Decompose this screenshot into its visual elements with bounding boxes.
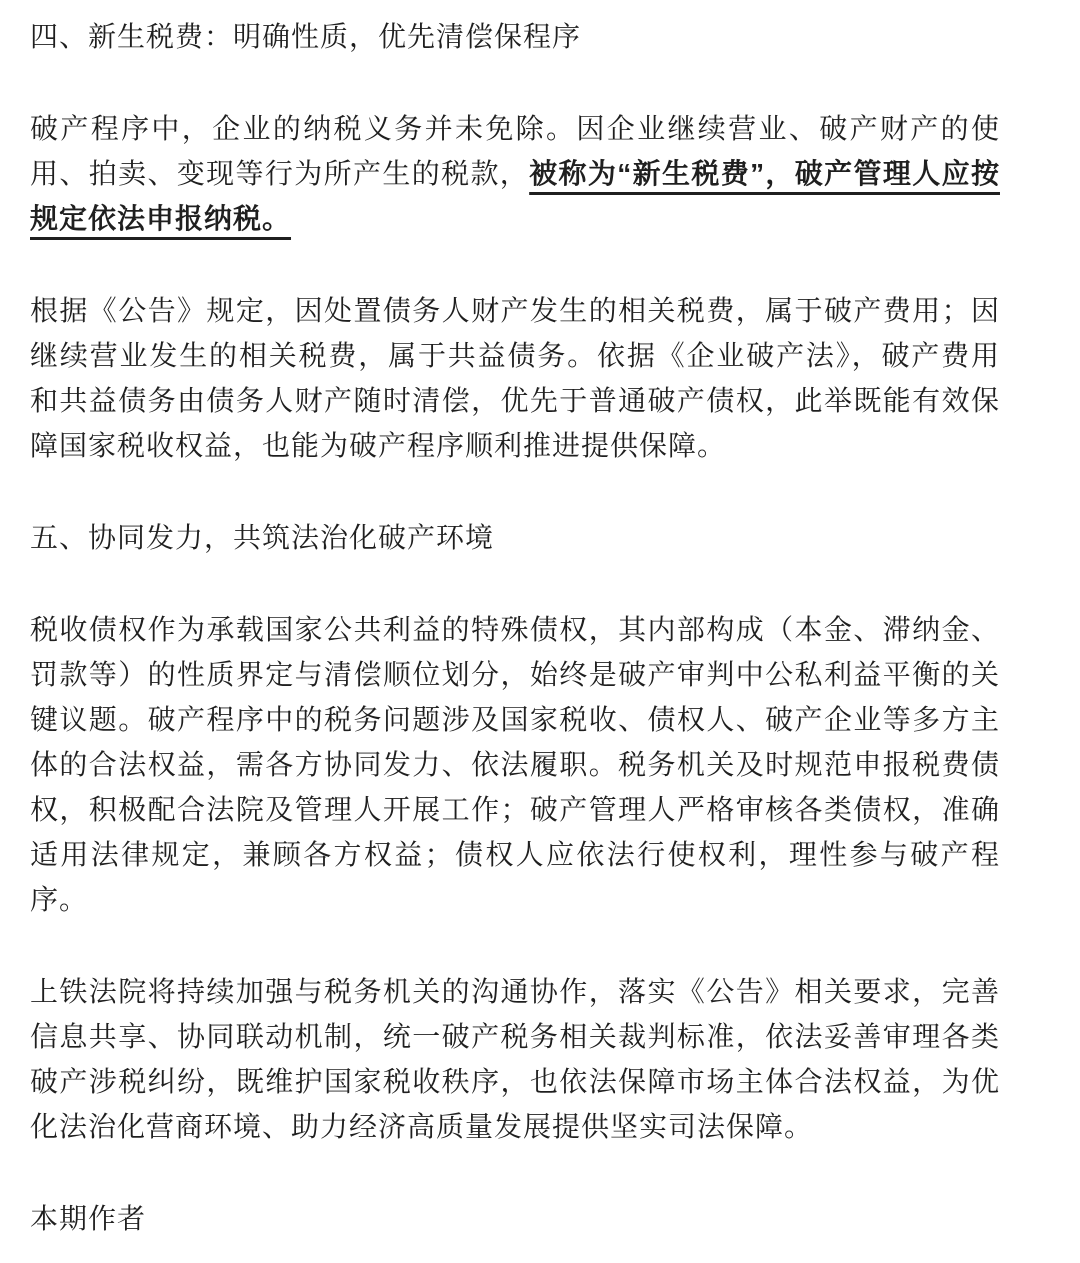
section-heading-4: 四、新生税费：明确性质，优先清偿保程序 [30,21,582,52]
section-heading-5: 五、协同发力，共筑法治化破产环境 [30,522,495,553]
paragraph-new-tax [30,106,1000,241]
paragraph-cooperation: 税收债权作为承载国家公共利益的特殊债权，其内部构成（本金、滞纳金、罚款等）的性质界定与清偿顺位划分，始终是破产审判中公私利益平衡的关键议题。破产程序中的税务问题涉及国家税收、债权人、破产企业等多方主体的合法权益，需各方协同发力、依法履职。税务机关及时规范申报税费债权，积极配合法院及管理人开展工作；破产管理人严格审核各类债权，准确适用法律规定，兼顾各方权益；债权人应依法行使权利，理性参与破产程序。 [30,614,1000,915]
paragraph-announcement: 根据《公告》规定，因处置债务人财产发生的相关税费，属于破产费用；因继续营业发生的相关税费，属于共益债务。依据《企业破产法》，破产费用和共益债务由债务人财产随时清偿，优先于普通破产债权，此举既能有效保障国家税收权益，也能为破产程序顺利推进提供保障。 [30,295,1000,461]
author-label: 本期作者 [30,1203,147,1234]
paragraph-new-tax-normal-text: 破产程序中，企业的纳税义务并未免除。因企业继续营业、破产财产的使用、拍卖、变现等行为所产生的税款， [30,113,1000,189]
paragraph-new-tax-emphasized-text: 被称为“新生税费”，破产管理人应按规定依法申报纳税。 [30,158,1000,234]
paragraph-court-outlook: 上铁法院将持续加强与税务机关的沟通协作，落实《公告》相关要求，完善信息共享、协同联动机制，统一破产税务相关裁判标准，依法妥善审理各类破产涉税纠纷，既维护国家税收秩序，也依法保障市场主体合法权益，为优化法治化营商环境、助力经济高质量发展提供坚实司法保障。 [30,976,1000,1142]
